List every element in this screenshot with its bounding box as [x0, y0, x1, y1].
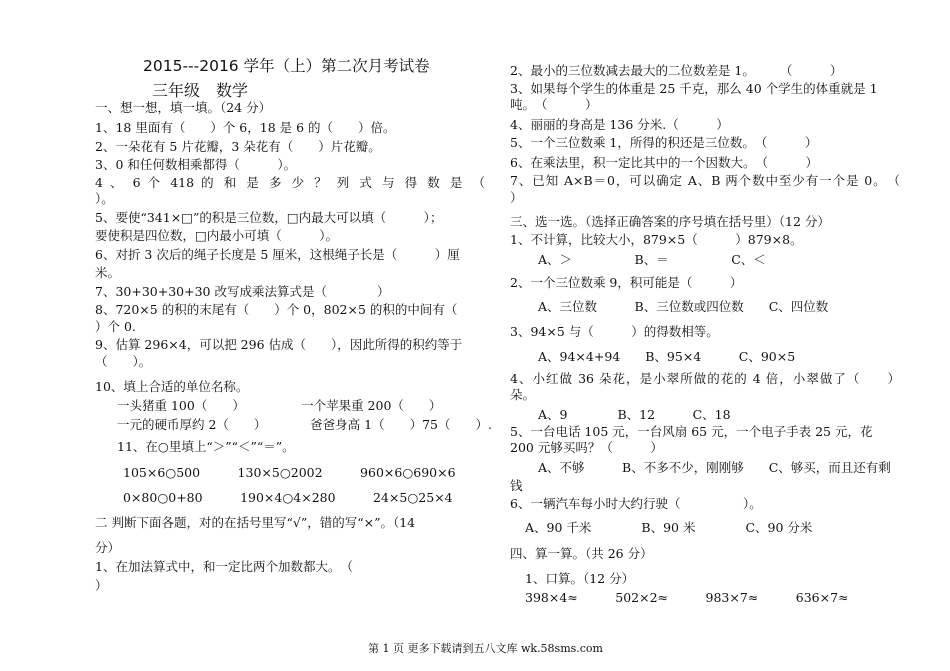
right-line-22: 钱: [510, 478, 523, 493]
left-line-15: （ ）。: [95, 354, 152, 369]
right-line-8: ）: [510, 190, 523, 205]
right-line-2: 3、如果每个学生的体重是 25 千克，那么 40 个学生的体重就是 1: [510, 81, 878, 96]
left-line-18: 一元的硬币厚约 2（ ） 爸爸身高 1（ ）75（ ）.: [117, 417, 492, 432]
right-line-14: 3、94×5 与（ ）的得数相等。: [510, 324, 719, 339]
right-line-17: 朵。: [510, 387, 536, 402]
left-line-11: 7、30+30+30+30 改写成乘法算式是（ ）: [95, 284, 390, 299]
right-line-7: 7、已知 A×B＝0，可以确定 A、B 两个数中至少有一个是 0。 （: [510, 173, 900, 188]
right-line-10: 1、不计算，比较大小，879×5（ ）879×8。: [510, 232, 803, 247]
right-line-6: 6、在乘法里，积一定比其中的一个因数大。 （ ）: [510, 155, 818, 170]
left-line-24: 1、在加法算式中，和一定比两个加数都大。 （: [95, 559, 353, 574]
right-line-26: 1、口算。（12 分）: [525, 571, 635, 586]
right-line-9: 三、选一选。（选择正确答案的序号填在括号里）（12 分）: [510, 214, 830, 229]
left-line-21: 0×80○0+80 190×4○4×280 24×5○25×4: [123, 490, 453, 505]
left-line-14: 9、估算 296×4，可以把 296 估成（ ），因此所得的积约等于: [95, 337, 463, 352]
right-line-21: A、不够 B、不多不少，刚刚够 C、够买，而且还有剩: [538, 460, 891, 475]
left-line-8: 要使积是四位数，□内最小可填（ ）。: [95, 228, 339, 243]
right-line-11: A、＞ B、＝ C、＜: [538, 252, 766, 267]
left-line-9: 6、对折 3 次后的绳子长度是 5 厘米，这根绳子长是（ ）厘: [95, 247, 460, 262]
page-footer: 第 1 页 更多下载请到五八文库 wk.58sms.com: [368, 642, 603, 655]
right-line-1: 2、最小的三位数减去最大的二位数差是 1。 （ ）: [510, 63, 843, 78]
right-line-15: A、94×4+94 B、95×4 C、90×5: [538, 349, 796, 364]
left-line-23: 分）: [95, 540, 121, 555]
right-line-5: 5、一个三位数乘 1，所得的积还是三位数。 （ ）: [510, 135, 818, 150]
left-line-3: 2、一朵花有 5 片花瓣，3 朵花有（ ）片花瓣。: [95, 139, 381, 154]
exam-title: 2015---2016 学年（上）第二次月考试卷: [143, 57, 430, 75]
left-line-13: ）个 0.: [95, 319, 136, 334]
left-line-17: 一头猪重 100（ ） 一个苹果重 200（ ）: [117, 398, 442, 413]
right-line-13: A、三位数 B、三位数或四位数 C、四位数: [538, 299, 829, 314]
left-line-12: 8、720×5 的积的末尾有（ ）个 0，802×5 的积的中间有（: [95, 302, 458, 317]
right-line-24: A、90 千米 B、90 米 C、90 分米: [525, 520, 813, 535]
left-line-1: 一、想一想，填一填。（24 分）: [95, 100, 272, 115]
right-line-20: 200 元够买吗？（ ）: [510, 440, 663, 455]
left-line-10: 米。: [95, 265, 121, 280]
right-line-12: 2、一个三位数乘 9，积可能是（ ）: [510, 275, 743, 290]
left-line-22: 二 判断下面各题，对的在括号里写“√”，错的写“×”。（14: [95, 515, 416, 530]
left-line-5: 4 、 6 个 418 的 和 是 多 少 ？ 列 式 与 得 数 是 （: [95, 175, 485, 190]
right-line-3: 吨。 （ ）: [510, 97, 598, 112]
right-line-27: 398×4≈ 502×2≈ 983×7≈ 636×7≈: [525, 590, 849, 605]
left-line-2: 1、18 里面有（ ）个 6，18 是 6 的（ ）倍。: [95, 120, 396, 135]
left-line-6: ）。: [95, 191, 114, 206]
left-line-20: 105×6○500 130×5○2002 960×6○690×6: [123, 465, 456, 480]
left-line-7: 5、要使“341×□”的积是三位数，□内最大可以填（ ）；: [95, 210, 443, 225]
left-line-16: 10、填上合适的单位名称。: [95, 379, 249, 394]
left-line-4: 3、0 和任何数相乘都得（ ）。: [95, 157, 297, 172]
right-line-19: 5、一台电话 105 元，一台风扇 65 元，一个电子手表 25 元，花: [510, 424, 873, 439]
right-line-25: 四、算一算。（共 26 分）: [510, 546, 653, 561]
left-line-19: 11、在○里填上“＞”“＜”“＝”。: [117, 439, 295, 454]
left-line-25: ）: [95, 578, 108, 593]
right-line-23: 6、一辆汽车每小时大约行驶（ ）。: [510, 496, 762, 511]
right-line-18: A、9 B、12 C、18: [538, 407, 731, 422]
right-line-4: 4、丽丽的身高是 136 分米.（ ）: [510, 117, 729, 132]
grade-subject: 三年级 数学: [152, 81, 249, 100]
right-line-16: 4、小红做 36 朵花，是小翠所做的花的 4 倍，小翠做了（ ）: [510, 371, 900, 386]
